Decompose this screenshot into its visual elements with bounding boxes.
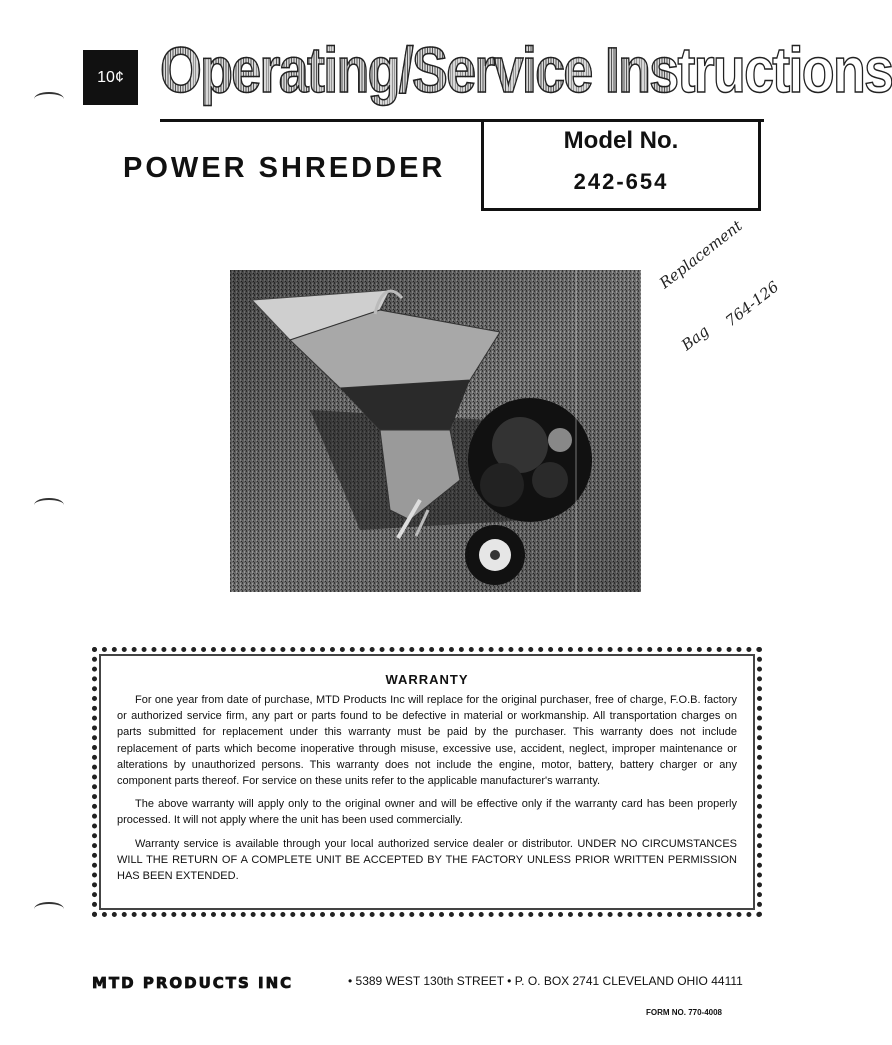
warranty-paragraph: Warranty service is available through your local authorized service dealer or distributor. UNDER NO CIRCUMSTANCES WILL THE RETURN OF A COMPLETE UNIT BE ACCEPTED BY THE FACTORY UNLESS PRIOR WRITTEN PERMISSION HAS BEEN EXTENDED.	[117, 837, 737, 883]
power-shredder-photo	[230, 270, 641, 592]
punch-hole-mark	[34, 92, 64, 106]
handwritten-note-line: Replacement	[656, 216, 746, 293]
power-shredder-photo-icon	[230, 270, 641, 592]
handwritten-note	[648, 216, 798, 355]
handwritten-note-line: 764-126	[722, 277, 783, 331]
footer-company: MTD PRODUCTS INC	[92, 974, 294, 992]
form-number: FORM NO. 770-4008	[645, 1008, 722, 1017]
footer-address: • 5389 WEST 130th STREET • P. O. BOX 2741 CLEVELAND OHIO 44111	[348, 974, 743, 988]
model-box	[481, 119, 761, 211]
warranty-paragraph: For one year from date of purchase, MTD Products Inc will replace for the original purchaser, free of charge, F.O.B. factory or authorized service firm, any part or parts found to be defective in material or workmanship. All transportation charges on parts submitted for replacement under this warranty must be paid by the purchaser. This warranty does not include replacement of parts which become inoperative through misuse, excessive use, accident, neglect, improper maintenance or alterations by unauthorized persons. This warranty does not include the engine, motor, battery, battery charger or any component parts thereof. For service on these units refer to the applicable manufacturer's warranty.	[117, 694, 737, 788]
warranty-title: WARRANTY	[385, 672, 469, 687]
handwritten-note-line: Bag	[678, 321, 713, 355]
banner-title	[160, 30, 892, 110]
model-label: Model No.	[563, 127, 679, 154]
warranty-text	[117, 692, 737, 891]
warranty-box	[92, 647, 762, 917]
price-badge: 10¢	[83, 50, 138, 105]
punch-hole-mark	[34, 498, 64, 512]
banner-title-text: Operating/Service Instructions	[160, 30, 671, 110]
warranty-paragraph: The above warranty will apply only to the original owner and will be effective only if the warranty card has been properly processed. It will not apply where the unit has been used commercially.	[117, 798, 737, 827]
product-title: POWER SHREDDER	[123, 152, 446, 184]
punch-hole-mark	[34, 902, 64, 916]
model-number: 242-654	[573, 169, 669, 194]
